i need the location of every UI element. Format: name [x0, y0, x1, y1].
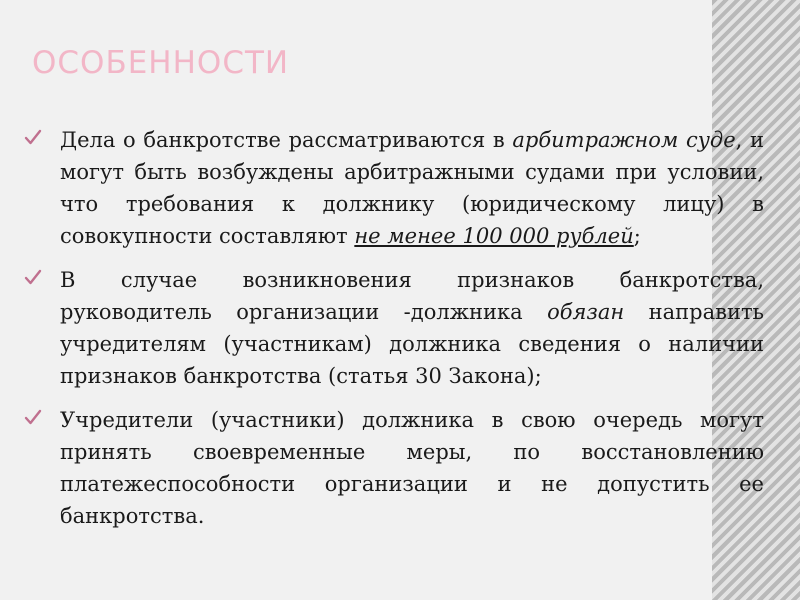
- slide-title: ОСОБЕННОСТИ: [32, 45, 290, 81]
- text-run: Учредители (участники) должника в свою очередь могут принять своевременные меры, по восстановлению платежеспособности организации и не допустить ее банкротства.: [60, 408, 764, 528]
- text-run-italic-underline: не менее 100 000 рублей: [354, 224, 634, 248]
- bullet-list: [22, 124, 764, 544]
- text-run: ;: [633, 224, 641, 248]
- checkmark-icon: [24, 268, 42, 286]
- text-run: , и могут быть возбуждены арбитражными судами при условии, что требования к должнику (юридическому лицу) в совокупности составляют: [60, 128, 764, 248]
- bullet-text: [60, 404, 764, 532]
- checkmark-icon: [24, 128, 42, 146]
- bullet-item: [22, 404, 764, 532]
- bullet-item: [22, 124, 764, 252]
- text-run-italic: обязан: [547, 300, 625, 324]
- text-run: В случае возникновения признаков банкротства, руководитель организации -должника: [60, 268, 764, 324]
- text-run-italic: арбитражном суде: [512, 128, 736, 152]
- bullet-text: [60, 264, 764, 392]
- text-run: направить учредителям (участникам) должника сведения о наличии признаков банкротства (статья 30 Закона);: [60, 300, 764, 388]
- text-run: Дела о банкротстве рассматриваются в: [60, 128, 513, 152]
- bullet-item: [22, 264, 764, 392]
- bullet-text: [60, 124, 764, 252]
- checkmark-icon: [24, 408, 42, 426]
